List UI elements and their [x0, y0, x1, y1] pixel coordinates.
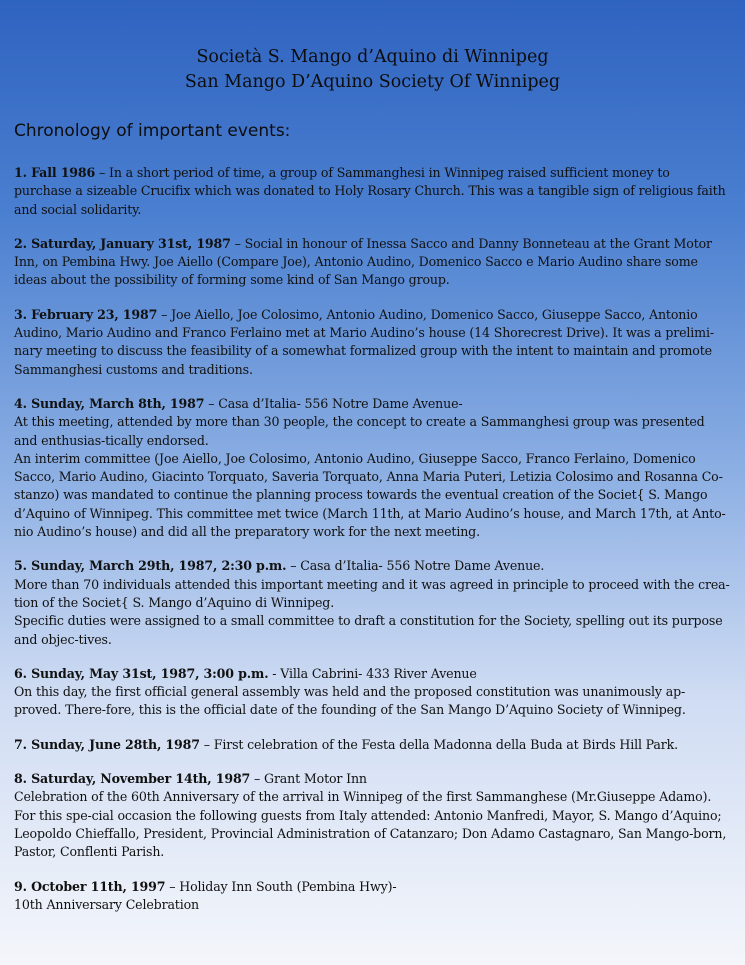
event-item [14, 770, 730, 861]
event-separator: – [204, 395, 219, 411]
event-first-line: Social in honour of Inessa Sacco and Danny Bonneteau at the Grant Motor Inn, on Pembina Hwy. Joe Aiello (Compare Joe), Antonio Audino, Domenico Sacco e Mario Audino share some ideas about the possibility of forming some kind of San Mango group. [14, 235, 712, 288]
event-line: Specific duties were assigned to a small committee to draft a constitution for the Society, spelling out its purpose and objec-tives. [14, 613, 723, 647]
event-first-line: Joe Aiello, Joe Colosimo, Antonio Audino, Domenico Sacco, Giuseppe Sacco, Antonio Audino, Mario Audino and Franco Ferlaino met at Mario Audino’s house (14 Shorecrest Drive). It was a prelimi-nary meeting to discuss the feasibility of a somewhat formalized group with the intent to maintain and promote Sammanghesi customs and traditions. [14, 306, 714, 377]
event-date: 9. October 11th, 1997 [14, 878, 166, 894]
events-list [14, 164, 730, 930]
event-line: On this day, the first official general assembly was held and the proposed constitution was unanimously ap-proved. There-fore, this is the official date of the founding of the San Mango D’Aquino Society of Winnipeg. [14, 684, 686, 718]
event-separator: – [230, 235, 245, 251]
event-item [14, 665, 730, 720]
event-date: 1. Fall 1986 [14, 165, 96, 180]
event-date: 6. Sunday, May 31st, 1987, 3:00 p.m. [14, 665, 269, 681]
event-item [14, 736, 730, 754]
event-first-line: Villa Cabrini- 433 River Avenue [280, 665, 477, 681]
event-item [14, 235, 730, 290]
event-separator: – [95, 165, 110, 180]
event-line: For this spe-cial occasion the following guests from Italy attended: Antonio Manfredi, Mayor, S. Mango d’Aquino; Leopoldo Chieffallo, President, Provincial Administration of Catanzaro; Don Adamo Castagnaro, San Mango-born, Pastor, Conflenti Parish. [14, 807, 727, 860]
title-english: San Mango D’Aquino Society Of Winnipeg [184, 72, 561, 92]
event-line: Celebration of the 60th Anniversary of the arrival in Winnipeg of the first Sammanghese (Mr.Giuseppe Adamo). [14, 789, 712, 805]
event-item [14, 557, 730, 648]
event-separator: – [199, 736, 214, 752]
event-separator: – [157, 306, 172, 322]
event-date: 4. Sunday, March 8th, 1987 [14, 395, 205, 411]
event-date: 5. Sunday, March 29th, 1987, 2:30 p.m. [14, 558, 287, 574]
event-separator: – [165, 878, 180, 894]
event-date: 3. February 23, 1987 [14, 306, 158, 322]
event-first-line: Grant Motor Inn [264, 771, 367, 787]
document-header [0, 45, 745, 95]
event-date: 7. Sunday, June 28th, 1987 [14, 736, 200, 752]
event-line: At this meeting, attended by more than 30 people, the concept to create a Sammanghesi group was presented and enthusias-tically endorsed. [14, 414, 705, 448]
event-first-line: First celebration of the Festa della Madonna della Buda at Birds Hill Park. [213, 736, 678, 752]
section-heading: Chronology of important events: [14, 121, 291, 141]
event-date: 2. Saturday, January 31st, 1987 [14, 235, 231, 251]
event-line: More than 70 individuals attended this important meeting and it was agreed in principle to proceed with the crea-tion of the Societ{ S. Mango d’Aquino di Winnipeg. [14, 576, 730, 610]
event-separator: - [268, 665, 281, 681]
event-first-line: Casa d’Italia- 556 Notre Dame Avenue. [300, 558, 545, 574]
title-italian: Società S. Mango d’Aquino di Winnipeg [196, 47, 549, 67]
event-item [14, 395, 730, 541]
event-item [14, 306, 730, 379]
event-item [14, 878, 730, 915]
event-line: An interim committee (Joe Aiello, Joe Colosimo, Antonio Audino, Giuseppe Sacco, Franco Ferlaino, Domenico Sacco, Mario Audino, Giacinto Torquato, Saveria Torquato, Anna Maria Puteri, Letizia Colosimo and Rosanna Co-stanzo) was mandated to continue the planning process towards the eventual creation of the Societ{ S. Mango d’Aquino of Winnipeg. This committee met twice (March 11th, at Mario Audino’s house, and March 17th, at Anto-nio Audino’s house) and did all the preparatory work for the next meeting. [14, 450, 726, 540]
event-separator: – [286, 558, 301, 574]
event-date: 8. Saturday, November 14th, 1987 [14, 771, 251, 787]
event-separator: – [250, 771, 265, 787]
event-first-line: Casa d’Italia- 556 Notre Dame Avenue- [218, 395, 463, 411]
event-first-line: Holiday Inn South (Pembina Hwy)- [179, 878, 397, 894]
event-line: 10th Anniversary Celebration [14, 896, 199, 912]
event-item [14, 164, 730, 219]
event-first-line: In a short period of time, a group of Sammanghesi in Winnipeg raised sufficient money to purchase a sizeable Crucifix which was donated to Holy Rosary Church. This was a tangible sign of religious faith and social solidarity. [14, 165, 726, 217]
